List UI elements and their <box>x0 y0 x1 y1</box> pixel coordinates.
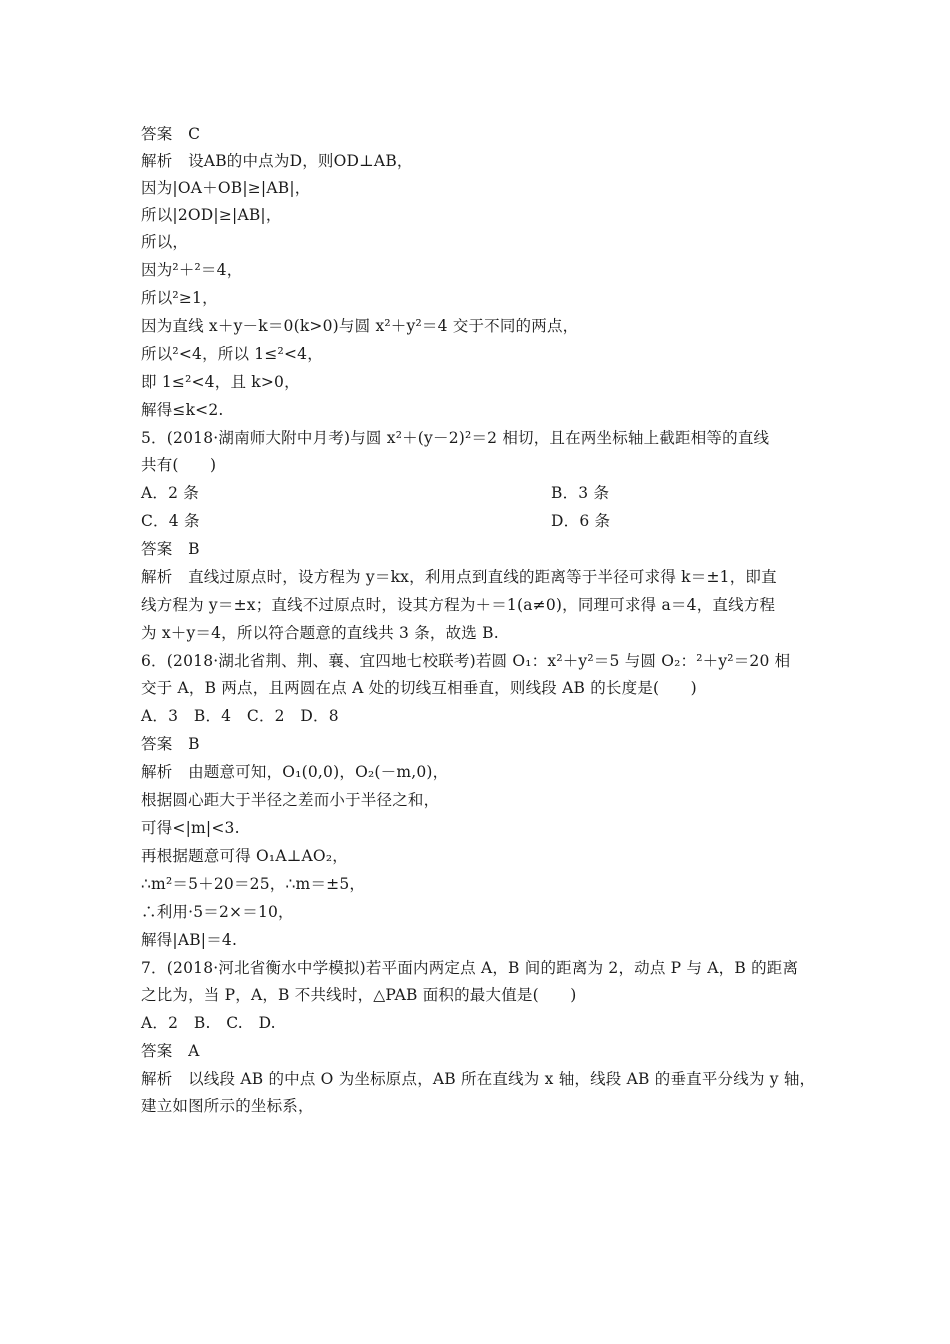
answer-line: 答案 B <box>141 735 200 753</box>
text-line: 所以|2OD|≥|AB|， <box>141 206 282 224</box>
text-line: 根据圆心距大于半径之差而小于半径之和， <box>141 791 440 809</box>
text-line: 因为²＋²＝4， <box>141 261 243 279</box>
question-5-options-row <box>141 480 610 506</box>
text-line: 所以， <box>141 233 189 251</box>
text-line: 解得|AB|＝4. <box>141 931 238 949</box>
answer-line: 答案 C <box>141 125 201 143</box>
text-line: 为 x＋y＝4，所以符合题意的直线共 3 条，故选 B. <box>141 624 499 642</box>
question-7-stem: 之比为，当 P，A，B 不共线时，△PAB 面积的最大值是( ) <box>141 986 577 1004</box>
answer-line: 答案 B <box>141 540 200 558</box>
text-line: 建立如图所示的坐标系， <box>141 1097 314 1115</box>
question-7-options: A．2 B. C. D. <box>141 1014 276 1032</box>
text-line: 再根据题意可得 O₁A⊥AO₂， <box>141 847 348 865</box>
option-a: A．2 条 <box>141 484 199 502</box>
text-line: 可得<|m|<3. <box>141 819 240 837</box>
option-b: B．3 条 <box>551 484 610 502</box>
text-line: 因为直线 x＋y－k＝0(k>0)与圆 x²＋y²＝4 交于不同的两点， <box>141 317 579 335</box>
question-7-stem: 7．(2018·河北省衡水中学模拟)若平面内两定点 A，B 间的距离为 2，动点 P 与 A，B 的距离 <box>141 959 799 977</box>
analysis-line: 解析 设AB的中点为D，则OD⊥AB， <box>141 152 413 170</box>
text-line: 所以²≥1， <box>141 289 218 307</box>
text-line: 线方程为 y＝±x；直线不过原点时，设其方程为＋＝1(a≠0)，同理可求得 a＝4，直线方程 <box>141 596 776 614</box>
question-6-options: A．3 B．4 C．2 D．8 <box>141 707 339 725</box>
text-line: ∴利用·5＝2×＝10， <box>141 903 294 921</box>
question-5-stem: 共有( ) <box>141 456 217 474</box>
text-line: 解得≤k<2. <box>141 401 224 419</box>
question-5-stem: 5．(2018·湖南师大附中月考)与圆 x²＋(y－2)²＝2 相切，且在两坐标轴上截距相等的直线 <box>141 429 770 447</box>
text-line: 即 1≤²<4，且 k>0， <box>141 373 300 391</box>
option-c: C．4 条 <box>141 512 200 530</box>
analysis-line: 解析 由题意可知，O₁(0,0)，O₂(－m,0)， <box>141 763 449 781</box>
question-6-stem: 交于 A，B 两点，且两圆在点 A 处的切线互相垂直，则线段 AB 的长度是( ) <box>141 679 697 697</box>
question-6-stem: 6．(2018·湖北省荆、荆、襄、宜四地七校联考)若圆 O₁：x²＋y²＝5 与圆 O₂：²＋y²＝20 相 <box>141 652 791 670</box>
text-line: 因为|OA＋OB|≥|AB|， <box>141 179 311 197</box>
answer-line: 答案 A <box>141 1042 200 1060</box>
text-line: 所以²<4，所以 1≤²<4， <box>141 345 323 363</box>
analysis-line: 解析 以线段 AB 的中点 O 为坐标原点，AB 所在直线为 x 轴，线段 AB 的垂直平分线为 y 轴， <box>141 1070 816 1088</box>
analysis-line: 解析 直线过原点时，设方程为 y＝kx，利用点到直线的距离等于半径可求得 k＝±1，即直 <box>141 568 777 586</box>
text-line: ∴m²＝5＋20＝25，∴m＝±5， <box>141 875 366 893</box>
question-5-options-row <box>141 508 611 534</box>
option-d: D．6 条 <box>551 512 611 530</box>
